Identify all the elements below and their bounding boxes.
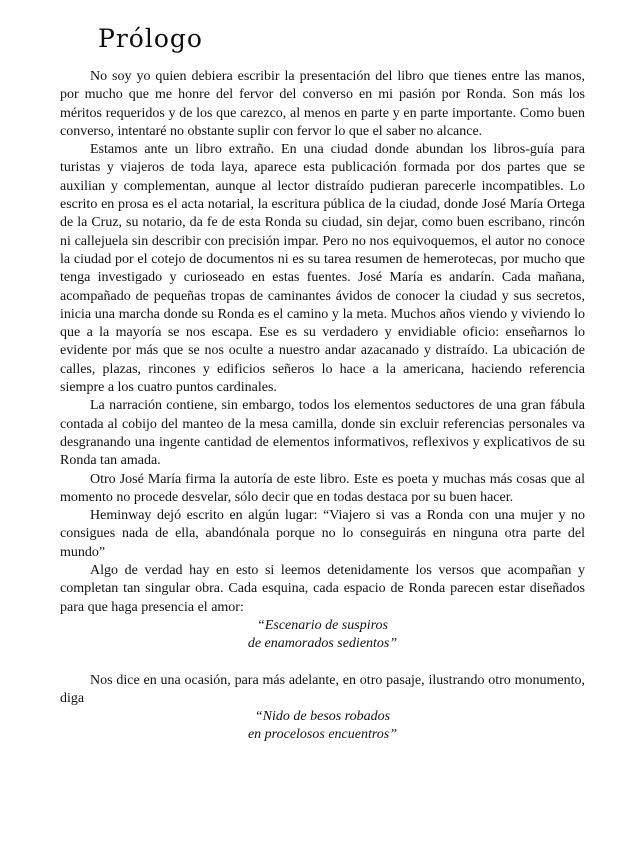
page-title: Prólogo (98, 24, 203, 53)
prologue-body (60, 68, 585, 745)
paragraph-5: Heminway dejó escrito en algún lugar: “Viajero si vas a Ronda con una mujer y no consigues nada de ella, abandónala porque no lo conseguirás en ninguna otra parte del mundo” (60, 508, 585, 560)
paragraph-6: Algo de verdad hay en esto si leemos detenidamente los versos que acompañan y completan tan singular obra. Cada esquina, cada espacio de Ronda parecen estar diseñados para que haga presencia el amor: (60, 563, 585, 615)
spacer (60, 654, 585, 672)
verse-line: en procelosos encuentros” (247, 727, 398, 743)
verse-line: “Escenario de suspiros (257, 617, 388, 633)
paragraph-4: Otro José María firma la autoría de este libro. Este es poeta y muchas más cosas que al momento no procede desvelar, sólo decir que en todas destaca por su buen hacer. (60, 471, 585, 505)
paragraph-3: La narración contiene, sin embargo, todos los elementos seductores de una gran fábula contada al cobijo del manteo de la mesa camilla, donde sin excluir referencias personales va desgranando una ingente cantidad de elementos informativos, reflexivos y explicativos de su Ronda tan amada. (60, 398, 585, 469)
verse-quote-1 (60, 617, 585, 654)
verse-line: “Nido de besos robados (254, 709, 391, 725)
paragraph-2: Estamos ante un libro extraño. En una ciudad donde abundan los libros-guía para turistas y viajeros de toda laya, aparece esta publicación formada por dos partes que se auxilian y complementan, aunque al lector distraído pudieran parecerle incompatibles. Lo escrito en prosa es el acta notarial, la escritura pública de la ciudad, donde José María Ortega de la Cruz, su notario, da fe de esta Ronda su ciudad, sin dejar, como buen escribano, rincón ni callejuela sin describir con precisión impar. Pero no nos equivoquemos, el autor no conoce la ciudad por el cotejo de documentos ni es su tarea resumen de hemerotecas, por mucho que tenga investigado y curioseado en estas fuentes. José María es andarín. Cada mañana, acompañado de pequeñas tropas de caminantes ávidos de conocer la ciudad y sus secretos, inicia una marcha donde su Ronda es el camino y la meta. Muchos años viendo y viviendo lo que a la mayoría se nos escapa. Ese es su verdadero y envidiable oficio: enseñarnos lo evidente por más que se nos oculte a nuestro andar azacanado y distraído. La ubicación de calles, plazas, rincones y edificios señeros lo hace a la americana, haciendo referencia siempre a los cuatro puntos cardinales. (60, 142, 585, 396)
paragraph-7: Nos dice en una ocasión, para más adelante, en otro pasaje, ilustrando otro monumento, diga (60, 672, 585, 706)
paragraph-1: No soy yo quien debiera escribir la presentación del libro que tienes entre las manos, por mucho que me honre del fervor del converso en mi pasión por Ronda. Son más los méritos requeridos y de los que carezco, al menos en parte y en parte importante. Como buen converso, intentaré no obstante suplir con fervor lo que el saber no alcance. (60, 69, 585, 139)
verse-line: de enamorados sedientos” (247, 636, 398, 652)
verse-quote-2 (60, 708, 585, 745)
